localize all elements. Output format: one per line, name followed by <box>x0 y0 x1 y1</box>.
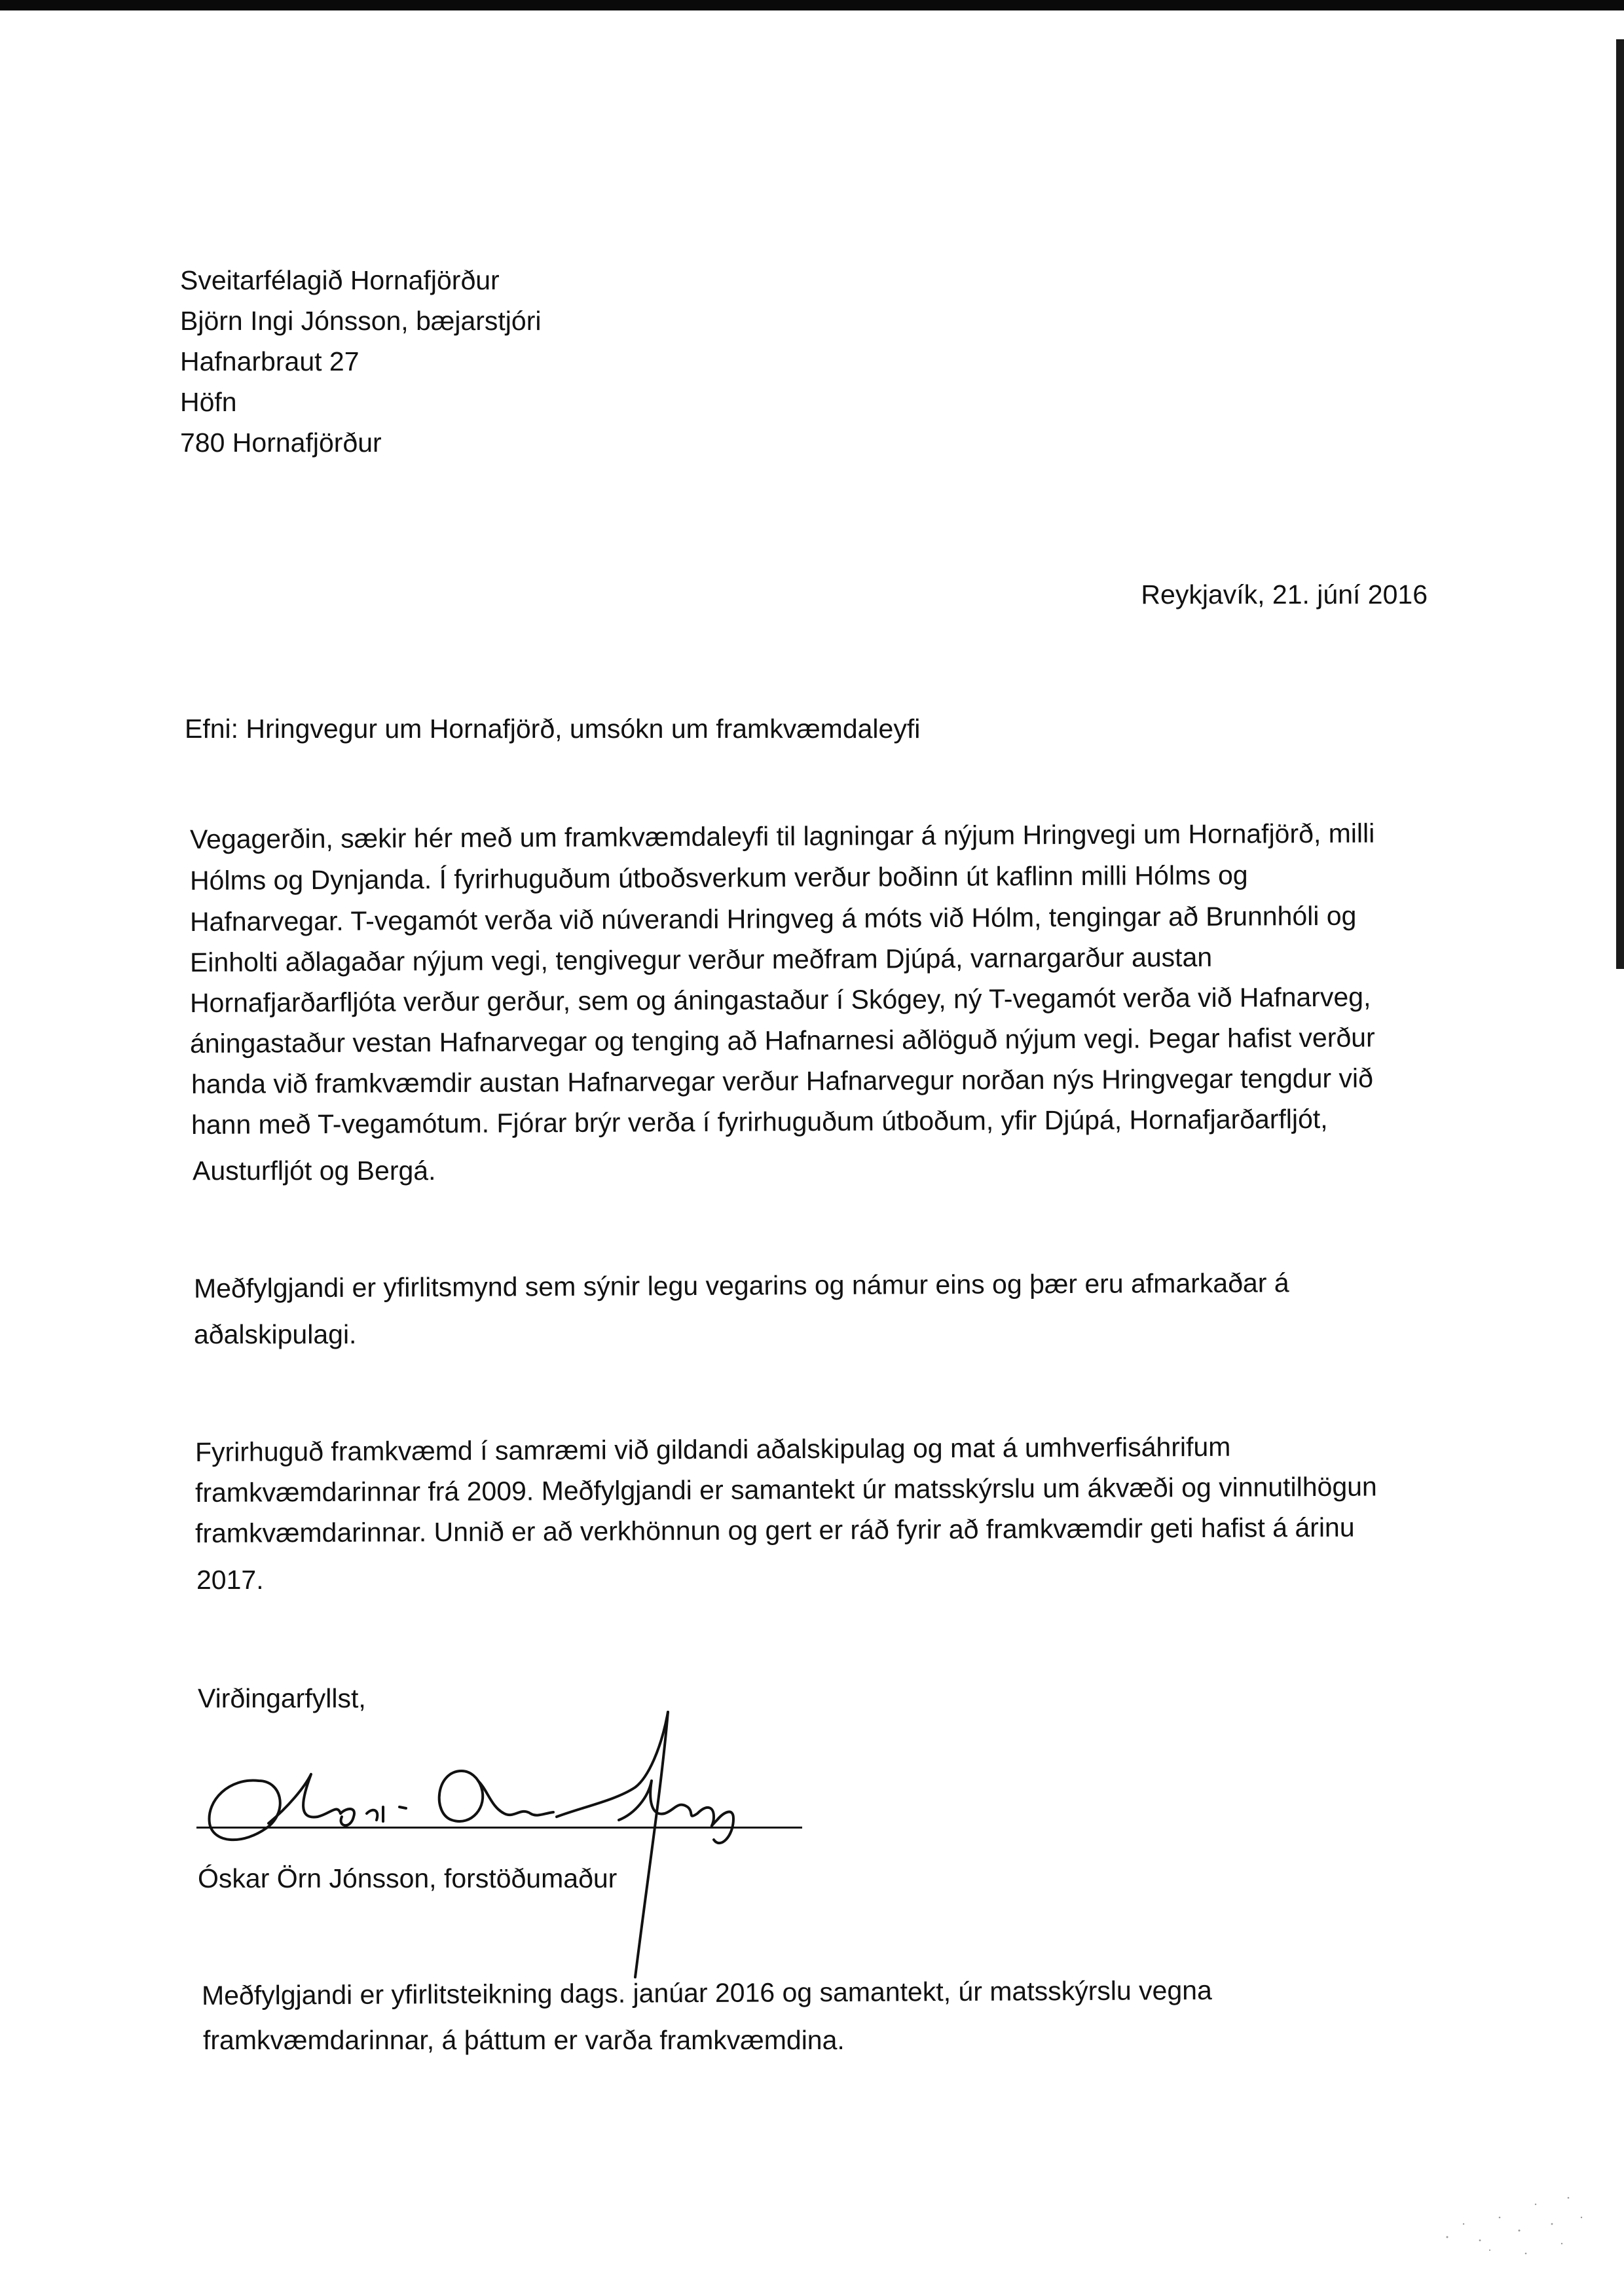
handwritten-signature <box>190 1709 877 1984</box>
footer-note-line: Meðfylgjandi er yfirlitsteikning dags. janúar 2016 og samantekt, úr matsskýrslu vegna <box>201 1975 1212 2011</box>
body-line: Austurfljót og Bergá. <box>193 1156 436 1186</box>
letter-date: Reykjavík, 21. júní 2016 <box>1141 579 1428 610</box>
body-line: áningastaður vestan Hafnarvegar og tenging að Hafnarnesi aðlöguð nýjum vegi. Þegar hafist verður <box>189 1022 1375 1059</box>
signatory-name: Óskar Örn Jónsson, forstöðumaður <box>198 1863 618 1893</box>
scan-noise <box>1428 2178 1598 2270</box>
body-line: handa við framkvæmdir austan Hafnarvegar verður Hafnarvegur norðan nýs Hringvegar tengdur við <box>191 1063 1374 1099</box>
body-line: Hólms og Dynjanda. Í fyrirhuguðum útboðsverkum verður boðinn út kaflinn milli Hólms og <box>189 860 1248 896</box>
body-line: framkvæmdarinnar. Unnið er að verkhönnun og gert er ráð fyrir að framkvæmdir geti hafist á árinu <box>194 1512 1355 1548</box>
letter-closing: Virðingarfyllst, <box>198 1683 366 1713</box>
recipient-line: Hafnarbraut 27 <box>180 346 360 376</box>
scan-top-edge <box>0 0 1624 10</box>
body-line: Hafnarvegar. T-vegamót verða við núverandi Hringveg á móts við Hólm, tengingar að Brunnhóli og <box>189 900 1357 937</box>
body-line: Einholti aðlagaðar nýjum vegi, tengivegur verður meðfram Djúpá, varnargarður austan <box>189 941 1213 977</box>
body-line: Fyrirhuguð framkvæmd í samræmi við gildandi aðalskipulag og mat á umhverfisáhrifum <box>194 1431 1231 1467</box>
scan-right-edge <box>1616 39 1624 969</box>
recipient-line: Björn Ingi Jónsson, bæjarstjóri <box>180 306 542 336</box>
body-line: hann með T-vegamótum. Fjórar brýr verða í fyrirhuguðum útboðum, yfir Djúpá, Hornafjarðarfljót, <box>191 1103 1328 1140</box>
recipient-line: 780 Hornafjörður <box>180 428 382 458</box>
recipient-line: Höfn <box>180 387 237 417</box>
signature-line <box>196 1827 802 1829</box>
recipient-line: Sveitarfélagið Hornafjörður <box>180 265 500 295</box>
body-line: 2017. <box>196 1565 264 1595</box>
footer-note-line: framkvæmdarinnar, á þáttum er varða framkvæmdina. <box>203 2025 845 2055</box>
body-line: Vegagerðin, sækir hér með um framkvæmdaleyfi til lagningar á nýjum Hringvegi um Hornafjörð, milli <box>189 818 1375 854</box>
body-line: aðalskipulagi. <box>194 1319 357 1349</box>
letter-subject: Efni: Hringvegur um Hornafjörð, umsókn um framkvæmdaleyfi <box>185 714 921 744</box>
body-line: framkvæmdarinnar frá 2009. Meðfylgjandi er samantekt úr matsskýrslu um ákvæði og vinnutilhögun <box>194 1471 1377 1508</box>
body-line: Hornafjarðarfljóta verður gerður, sem og áningastaður í Skógey, ný T-vegamót verða við Hafnarveg, <box>189 981 1371 1018</box>
body-line: Meðfylgjandi er yfirlitsmynd sem sýnir legu vegarins og námur eins og þær eru afmarkaðar á <box>193 1267 1289 1303</box>
